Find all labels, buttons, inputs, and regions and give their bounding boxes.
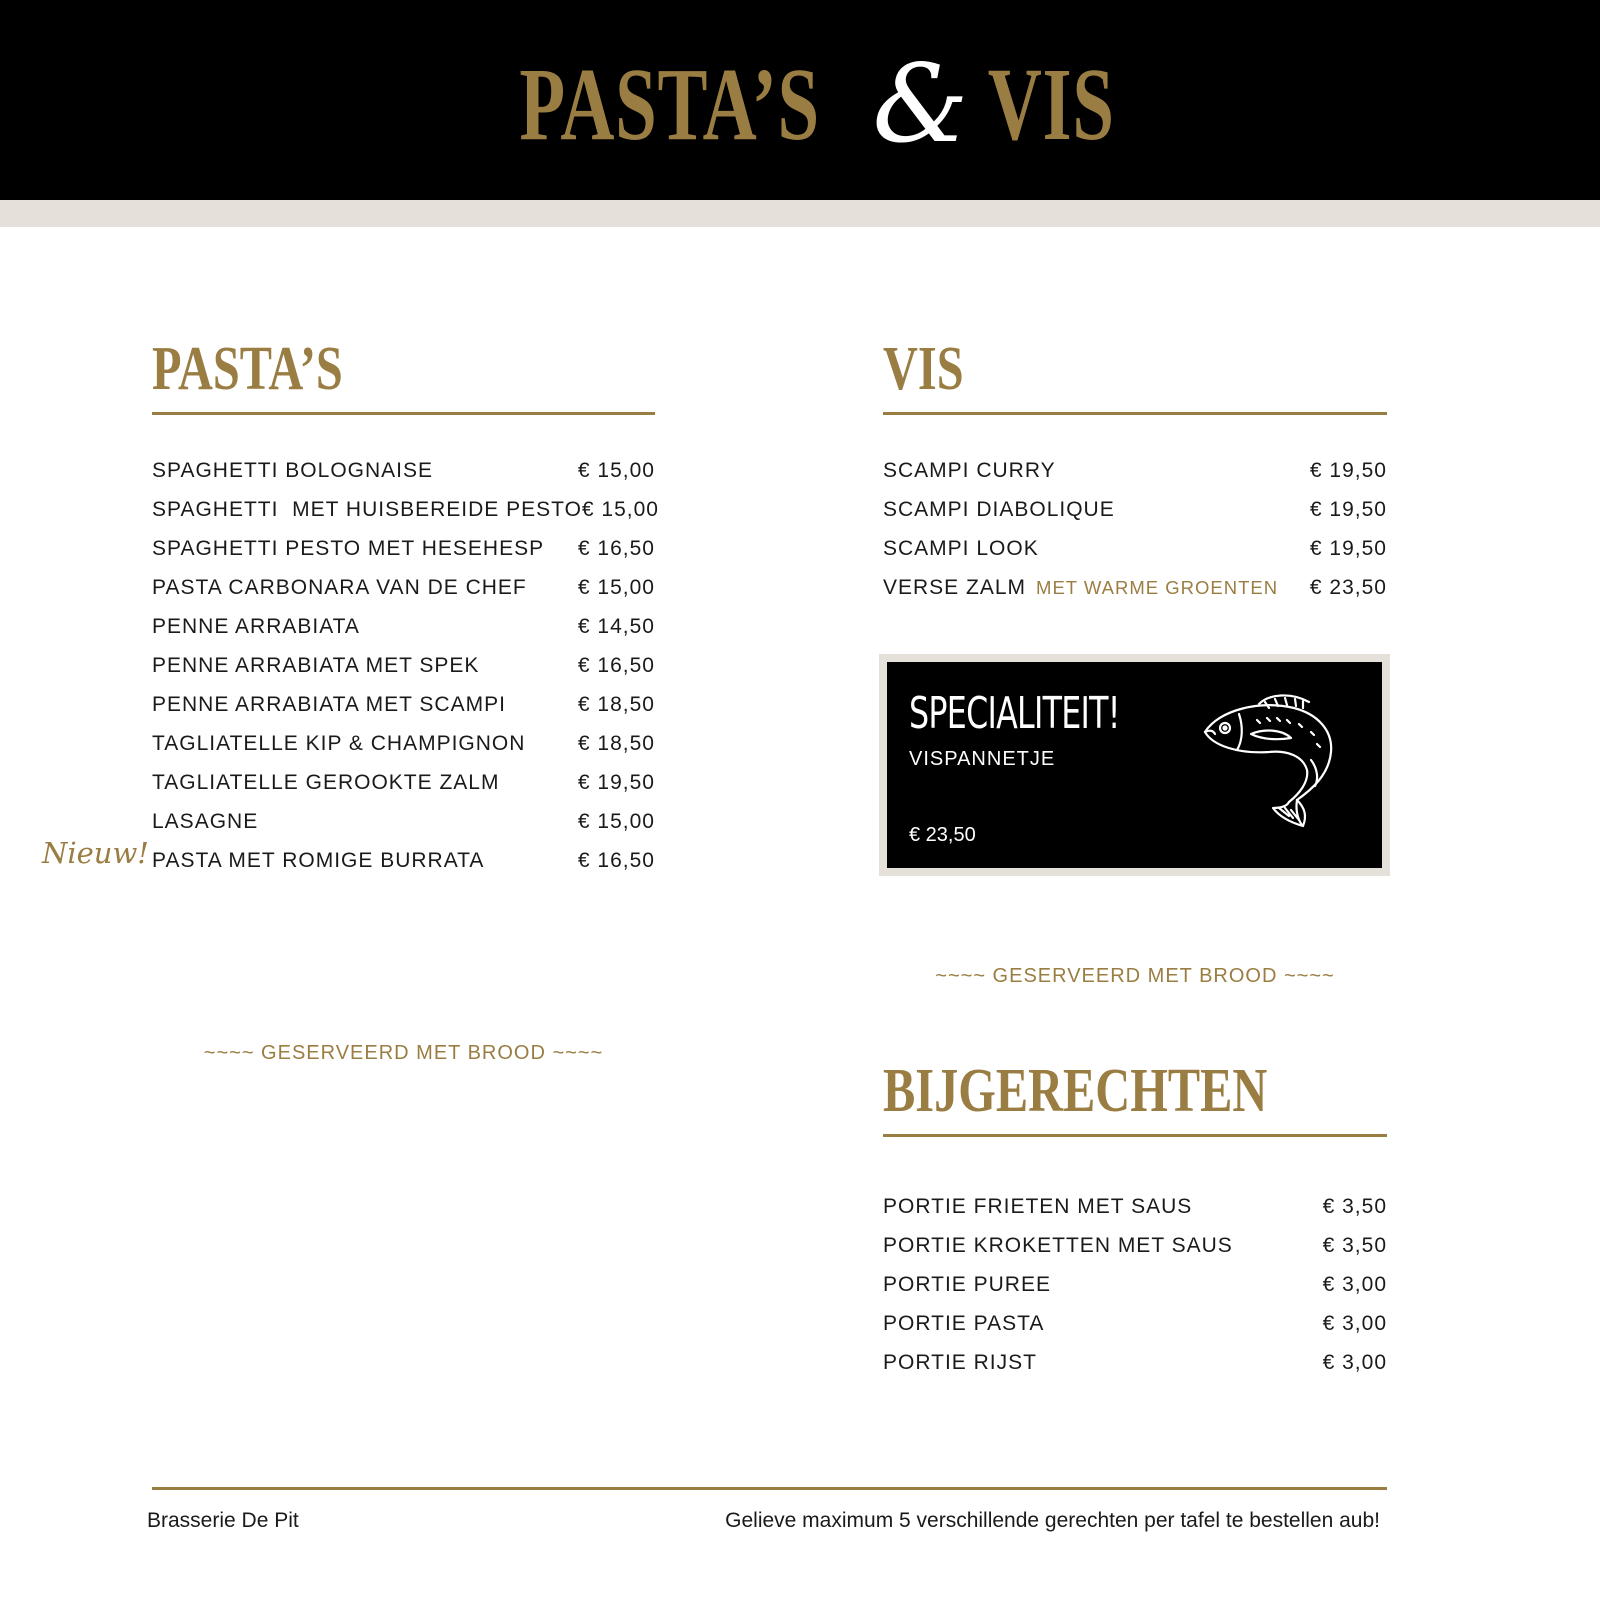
vis-item-price: € 23,50 (1309, 575, 1387, 599)
pasta-item-price: € 16,50 (577, 536, 655, 560)
vis-item-price: € 19,50 (1309, 536, 1387, 560)
special-title: SPECIALITEIT! (909, 688, 1120, 739)
side-item-name: PORTIE RIJST (883, 1350, 1037, 1374)
pasta-item-name: LASAGNE (152, 809, 259, 833)
vis-item-note: MET WARME GROENTEN (1036, 576, 1279, 598)
vis-item-name: SCAMPI DIABOLIQUE (883, 497, 1115, 521)
vis-item-name: SCAMPI CURRY (883, 458, 1056, 482)
pasta-item-price: € 19,50 (577, 770, 655, 794)
side-item (883, 1226, 1387, 1265)
side-item-name: PORTIE PASTA (883, 1311, 1045, 1335)
side-item (883, 1304, 1387, 1343)
restaurant-name: Brasserie De Pit (147, 1509, 299, 1532)
side-item-price: € 3,00 (1322, 1272, 1387, 1296)
special-card (879, 654, 1390, 876)
vis-item-name-group (883, 576, 1278, 600)
pasta-item-name: SPAGHETTI PESTO MET HESEHESP (152, 536, 545, 560)
pasta-item-name: PENNE ARRABIATA MET SCAMPI (152, 692, 506, 716)
pasta-item-name: PENNE ARRABIATA MET SPEK (152, 653, 480, 677)
pasta-item-name: SPAGHETTI MET HUISBEREIDE PESTO (152, 497, 582, 521)
pasta-item-name: TAGLIATELLE GEROOKTE ZALM (152, 770, 500, 794)
pasta-item-price: € 16,50 (577, 653, 655, 677)
vis-served-note: ~~~~ GESERVEERD MET BROOD ~~~~ (935, 965, 1335, 987)
pasta-item-name: PENNE ARRABIATA (152, 614, 360, 638)
footer-rule (152, 1487, 1387, 1490)
page-title (0, 40, 1600, 170)
vis-item (883, 490, 1387, 529)
pasta-item-name: PASTA CARBONARA VAN DE CHEF (152, 575, 527, 599)
side-item-price: € 3,00 (1322, 1350, 1387, 1374)
page-title-ampersand: & (872, 42, 969, 167)
side-item-price: € 3,50 (1322, 1233, 1387, 1257)
pasta-item-price: € 16,50 (577, 848, 655, 872)
pasta-item-name: PASTA MET ROMIGE BURRATA (152, 848, 485, 872)
pasta-item-price: € 15,00 (581, 497, 659, 521)
pastas-rule (152, 412, 655, 415)
pasta-item (152, 529, 655, 568)
vis-item-name: SCAMPI LOOK (883, 536, 1039, 560)
pasta-item (152, 724, 655, 763)
side-item-name: PORTIE FRIETEN MET SAUS (883, 1194, 1193, 1218)
pastas-list (152, 451, 659, 880)
pastas-served-note: ~~~~ GESERVEERD MET BROOD ~~~~ (203, 1042, 604, 1064)
vis-item-price: € 19,50 (1309, 497, 1387, 521)
bijgerechten-rule (883, 1134, 1387, 1137)
pasta-item-price: € 18,50 (577, 731, 655, 755)
bijgerechten-heading: BIJGERECHTEN (883, 1057, 1268, 1125)
side-item-name: PORTIE KROKETTEN MET SAUS (883, 1233, 1233, 1257)
side-item-price: € 3,00 (1322, 1311, 1387, 1335)
new-label: Nieuw! (42, 836, 149, 870)
side-item-price: € 3,50 (1322, 1194, 1387, 1218)
pasta-item-price: € 15,00 (577, 458, 655, 482)
pasta-item-price: € 14,50 (577, 614, 655, 638)
pasta-item (152, 646, 655, 685)
pasta-item (152, 490, 659, 529)
pasta-item-price: € 18,50 (577, 692, 655, 716)
side-item-name: PORTIE PUREE (883, 1272, 1051, 1296)
bijgerechten-list (883, 1187, 1387, 1382)
pasta-item (152, 802, 655, 841)
pasta-item-price: € 15,00 (577, 809, 655, 833)
vis-rule (883, 412, 1387, 415)
side-item (883, 1343, 1387, 1382)
special-price: € 23,50 (909, 824, 976, 846)
pasta-item-name: SPAGHETTI BOLOGNAISE (152, 458, 434, 482)
pasta-item (152, 685, 655, 724)
header-strip (0, 200, 1600, 227)
pasta-item (152, 763, 655, 802)
pasta-item (152, 568, 655, 607)
pasta-item-new (152, 841, 655, 880)
pasta-item-name: TAGLIATELLE KIP & CHAMPIGNON (152, 731, 526, 755)
page-title-left: PASTA’S (519, 47, 820, 162)
pasta-item (152, 451, 655, 490)
vis-item-price: € 19,50 (1309, 458, 1387, 482)
vis-item (883, 568, 1387, 607)
side-item (883, 1187, 1387, 1226)
pasta-item (152, 607, 655, 646)
vis-item (883, 529, 1387, 568)
order-notice: Gelieve maximum 5 verschillende gerechten per tafel te bestellen aub! (725, 1509, 1380, 1532)
pasta-item-price: € 15,00 (577, 575, 655, 599)
vis-item-name: VERSE ZALM (883, 575, 1027, 599)
special-card-inner (887, 662, 1382, 868)
fish-icon (1199, 690, 1339, 830)
pastas-heading: PASTA’S (152, 335, 343, 403)
vis-item (883, 451, 1387, 490)
page-title-right: VIS (987, 47, 1115, 162)
vis-heading: VIS (883, 335, 964, 403)
vis-list (883, 451, 1387, 607)
side-item (883, 1265, 1387, 1304)
special-dish: VISPANNETJE (909, 748, 1056, 770)
